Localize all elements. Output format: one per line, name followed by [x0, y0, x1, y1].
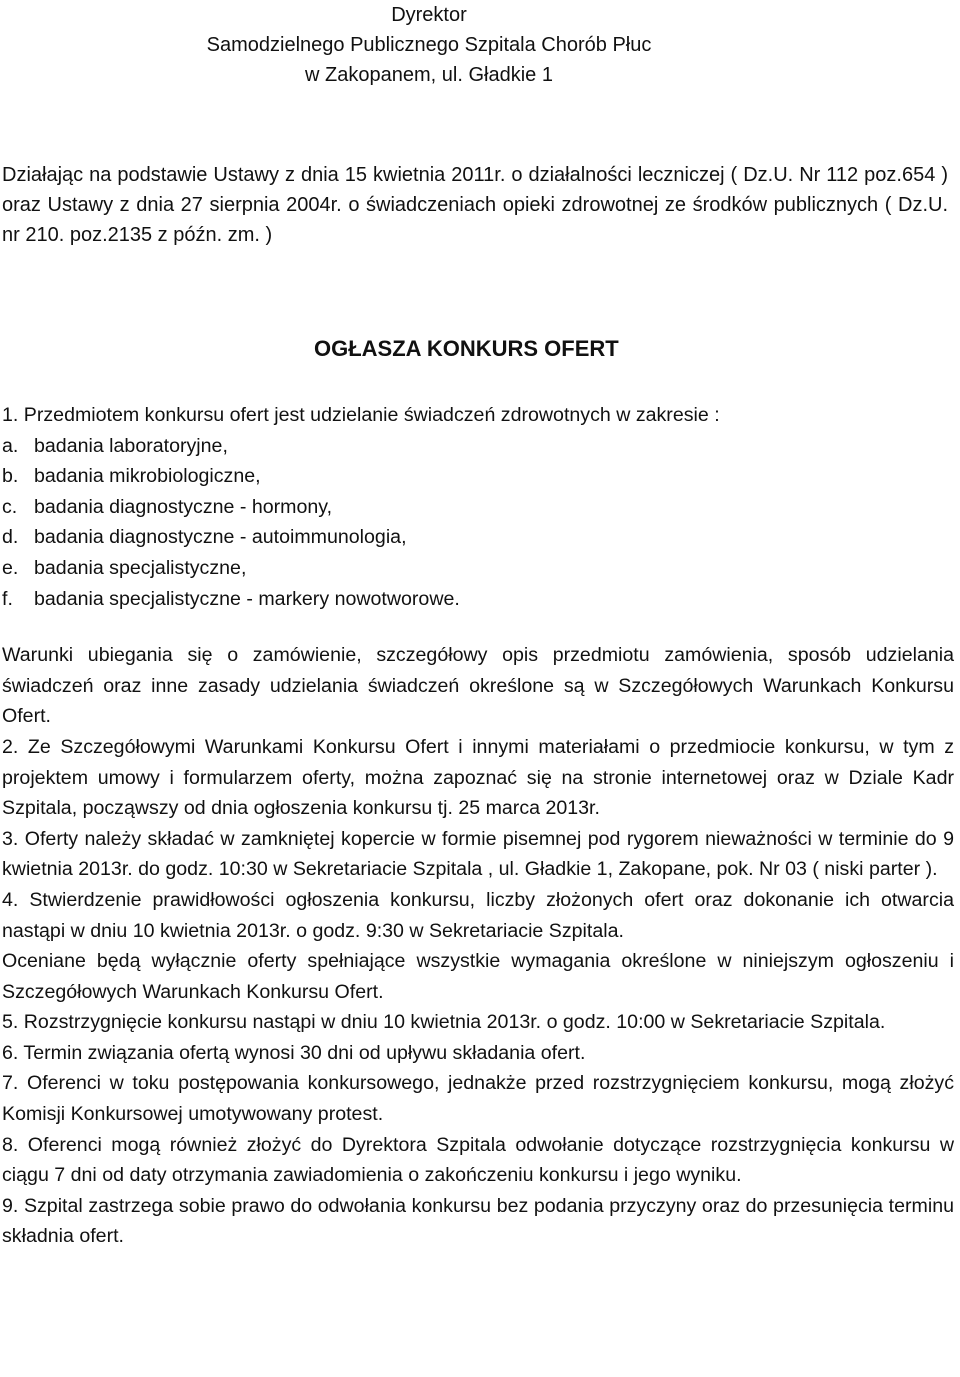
list-letter: a.: [2, 434, 19, 457]
evaluation-note: Oceniane będą wyłącznie oferty spełniające wszystkie wymagania określone w niniejszym ogłoszeniu i Szczegółowych Warunkach Konkursu Ofert.: [2, 950, 954, 1003]
list-letter: c.: [2, 495, 18, 518]
letterhead-institution: Samodzielnego Publicznego Szpitala Chorób Płuc: [206, 34, 652, 56]
letterhead: [84, 0, 774, 90]
list-letter: f.: [2, 587, 13, 610]
list-text: badania diagnostyczne - hormony,: [34, 495, 333, 518]
list-text: badania specjalistyczne - markery nowotworowe.: [34, 587, 460, 610]
point-1-intro: 1. Przedmiotem konkursu ofert jest udzielanie świadczeń zdrowotnych w zakresie :: [2, 404, 720, 426]
service-list: [2, 431, 954, 615]
list-letter: d.: [2, 526, 19, 549]
service-list-item: [2, 431, 954, 462]
letterhead-address: w Zakopanem, ul. Gładkie 1: [305, 64, 553, 86]
service-list-item: [2, 553, 954, 584]
point-9: 9. Szpital zastrzega sobie prawo do odwołania konkursu bez podania przyczyny oraz do przesunięcia terminu składnia ofert.: [2, 1194, 954, 1248]
conditions-paragraph: Warunki ubiegania się o zamówienie, szczegółowy opis przedmiotu zamówienia, sposób udzielania świadczeń oraz inne zasady udzielania świadczeń określone są w Szczegółowych Warunkach Konkursu Ofert.: [2, 644, 954, 728]
point-7: 7. Oferenci w toku postępowania konkursowego, jednakże przed rozstrzygnięciem konkursu, mogą złożyć Komisji Konkursowej umotywowany protest.: [2, 1072, 954, 1126]
list-text: badania laboratoryjne,: [34, 434, 228, 457]
service-list-item: [2, 492, 954, 523]
point-6: 6. Termin związania ofertą wynosi 30 dni od upływu składania ofert.: [2, 1041, 586, 1064]
announcement-headline: OGŁASZA KONKURS OFERT: [314, 336, 619, 361]
announcement-body: [2, 400, 954, 1252]
point-2: 2. Ze Szczegółowymi Warunkami Konkursu Ofert i innymi materiałami o przedmiocie konkursu, w tym z projektem umowy i formularzem oferty, można zapoznać się na stronie internetowej oraz w Dziale Kadr Szpitala, począwszy od dnia ogłoszenia konkursu tj. 25 marca 2013r.: [2, 735, 954, 820]
list-letter: e.: [2, 556, 19, 579]
letterhead-title: Dyrektor: [391, 4, 467, 26]
service-list-item: [2, 461, 954, 492]
list-text: badania diagnostyczne - autoimmunologia,: [34, 526, 407, 549]
service-list-item: [2, 584, 954, 615]
legal-basis-paragraph: Działając na podstawie Ustawy z dnia 15 kwietnia 2011r. o działalności leczniczej ( Dz.U. Nr 112 poz.654 ) oraz Ustawy z dnia 27 sierpnia 2004r. o świadczeniach opieki zdrowotnej ze środków publicznych ( Dz.U. nr 210. poz.2135 z późn. zm. ): [2, 164, 948, 246]
service-list-item: [2, 522, 954, 553]
point-8: 8. Oferenci mogą również złożyć do Dyrektora Szpitala odwołanie dotyczące rozstrzygnięcia konkursu w ciągu 7 dni od daty otrzymania zawiadomienia o zakończeniu konkursu i jego wyniku.: [2, 1133, 954, 1187]
list-letter: b.: [2, 465, 19, 488]
point-4: 4. Stwierdzenie prawidłowości ogłoszenia konkursu, liczby złożonych ofert oraz dokonanie ich otwarcia nastąpi w dniu 10 kwietnia 2013r. o godz. 9:30 w Sekretariacie Szpitala.: [2, 888, 954, 942]
paragraph-gap: [2, 614, 954, 640]
list-text: badania specjalistyczne,: [34, 556, 247, 579]
point-5: 5. Rozstrzygnięcie konkursu nastąpi w dniu 10 kwietnia 2013r. o godz. 10:00 w Sekretariacie Szpitala.: [2, 1011, 886, 1034]
list-text: badania mikrobiologiczne,: [34, 465, 261, 488]
point-3: 3. Oferty należy składać w zamkniętej kopercie w formie pisemnej pod rygorem nieważności w terminie do 9 kwietnia 2013r. do godz. 10:30 w Sekretariacie Szpitala , ul. Gładkie 1, Zakopane, pok. Nr 03 ( niski parter ).: [2, 827, 954, 881]
